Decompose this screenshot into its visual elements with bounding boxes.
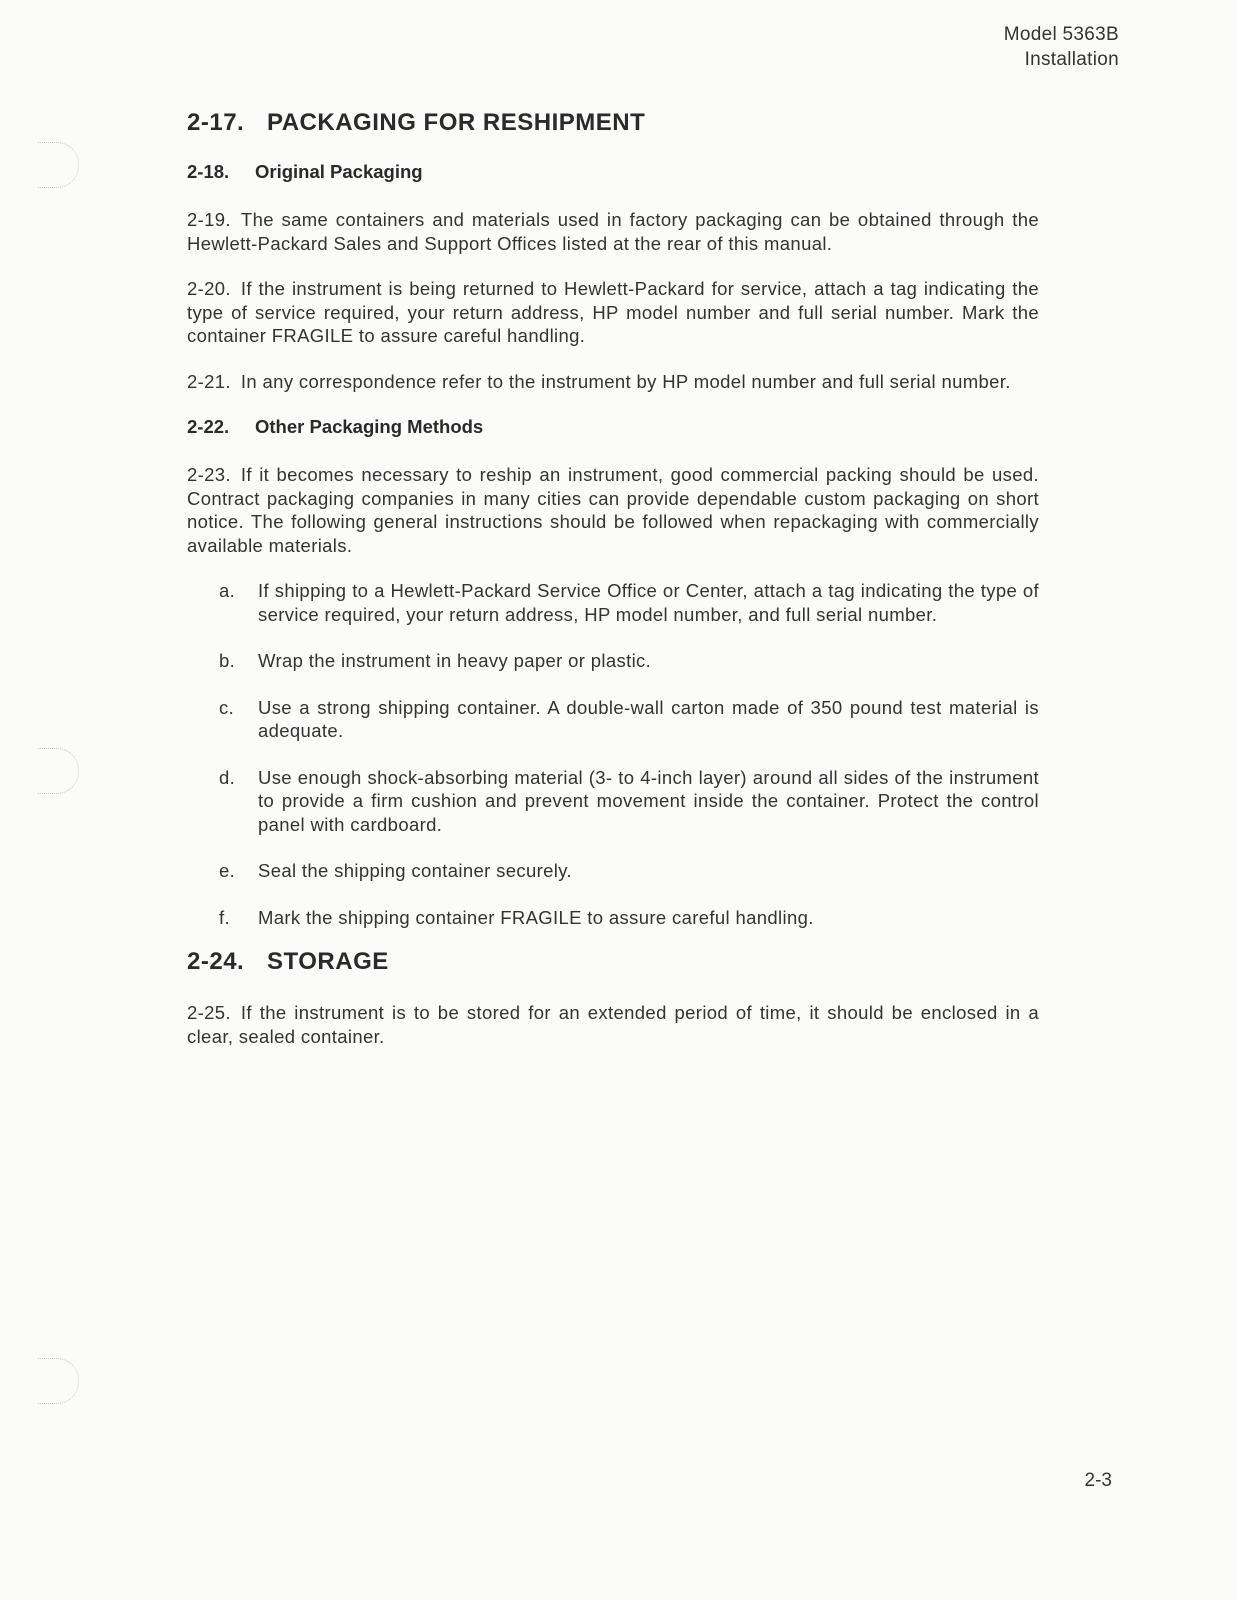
binder-hole xyxy=(38,748,79,794)
subsection-heading-original: 2-18. Original Packaging xyxy=(187,161,423,182)
header-section: Installation xyxy=(1024,49,1119,70)
paragraph-2-23: 2-23. If it becomes necessary to reship an instrument, good commercial packing should be used. Contract packaging companies in many cities can provide dependable custom packaging on short notice. The following general instructions should be followed when repackaging with commercially available materials. xyxy=(187,464,1039,556)
header-model: Model 5363B xyxy=(1003,24,1119,45)
packing-instructions-list xyxy=(187,579,1039,929)
binder-hole xyxy=(38,142,79,188)
binder-hole xyxy=(38,1358,79,1404)
list-item: f. Mark the shipping container FRAGILE to assure careful handling. xyxy=(219,906,814,928)
paragraph-2-21: 2-21. In any correspondence refer to the instrument by HP model number and full serial number. xyxy=(187,370,1011,392)
paragraph-2-19: 2-19. The same containers and materials used in factory packaging can be obtained through the Hewlett-Packard Sales and Support Offices listed at the rear of this manual. xyxy=(187,209,1039,254)
section-heading-storage: 2-24. STORAGE xyxy=(187,948,389,975)
list-item: a. If shipping to a Hewlett-Packard Service Office or Center, attach a tag indicating the type of service required, your return address, HP model number, and full serial number. xyxy=(219,580,1039,625)
list-item: b. Wrap the instrument in heavy paper or plastic. xyxy=(219,650,652,671)
page-body xyxy=(187,108,1039,1048)
paragraph-2-25: 2-25. If the instrument is to be stored for an extended period of time, it should be enclosed in a clear, sealed container. xyxy=(187,1002,1039,1047)
paragraph-2-20: 2-20. If the instrument is being returned to Hewlett-Packard for service, attach a tag indicating the type of service required, your return address, HP model number and full serial number. Mark the container FRAGILE to assure careful handling. xyxy=(187,278,1039,346)
list-item: e. Seal the shipping container securely. xyxy=(219,860,572,881)
section-heading-packaging: 2-17. PACKAGING FOR RESHIPMENT xyxy=(187,109,646,136)
page-header xyxy=(1004,22,1119,72)
page-number: 2-3 xyxy=(1084,1470,1112,1491)
subsection-heading-other: 2-22. Other Packaging Methods xyxy=(187,416,484,437)
list-item: d. Use enough shock-absorbing material (3- to 4-inch layer) around all sides of the instrument to provide a firm cushion and prevent movement inside the container. Protect the control panel with cardboard. xyxy=(219,766,1039,835)
list-item: c. Use a strong shipping container. A double-wall carton made of 350 pound test material is adequate. xyxy=(219,696,1039,741)
